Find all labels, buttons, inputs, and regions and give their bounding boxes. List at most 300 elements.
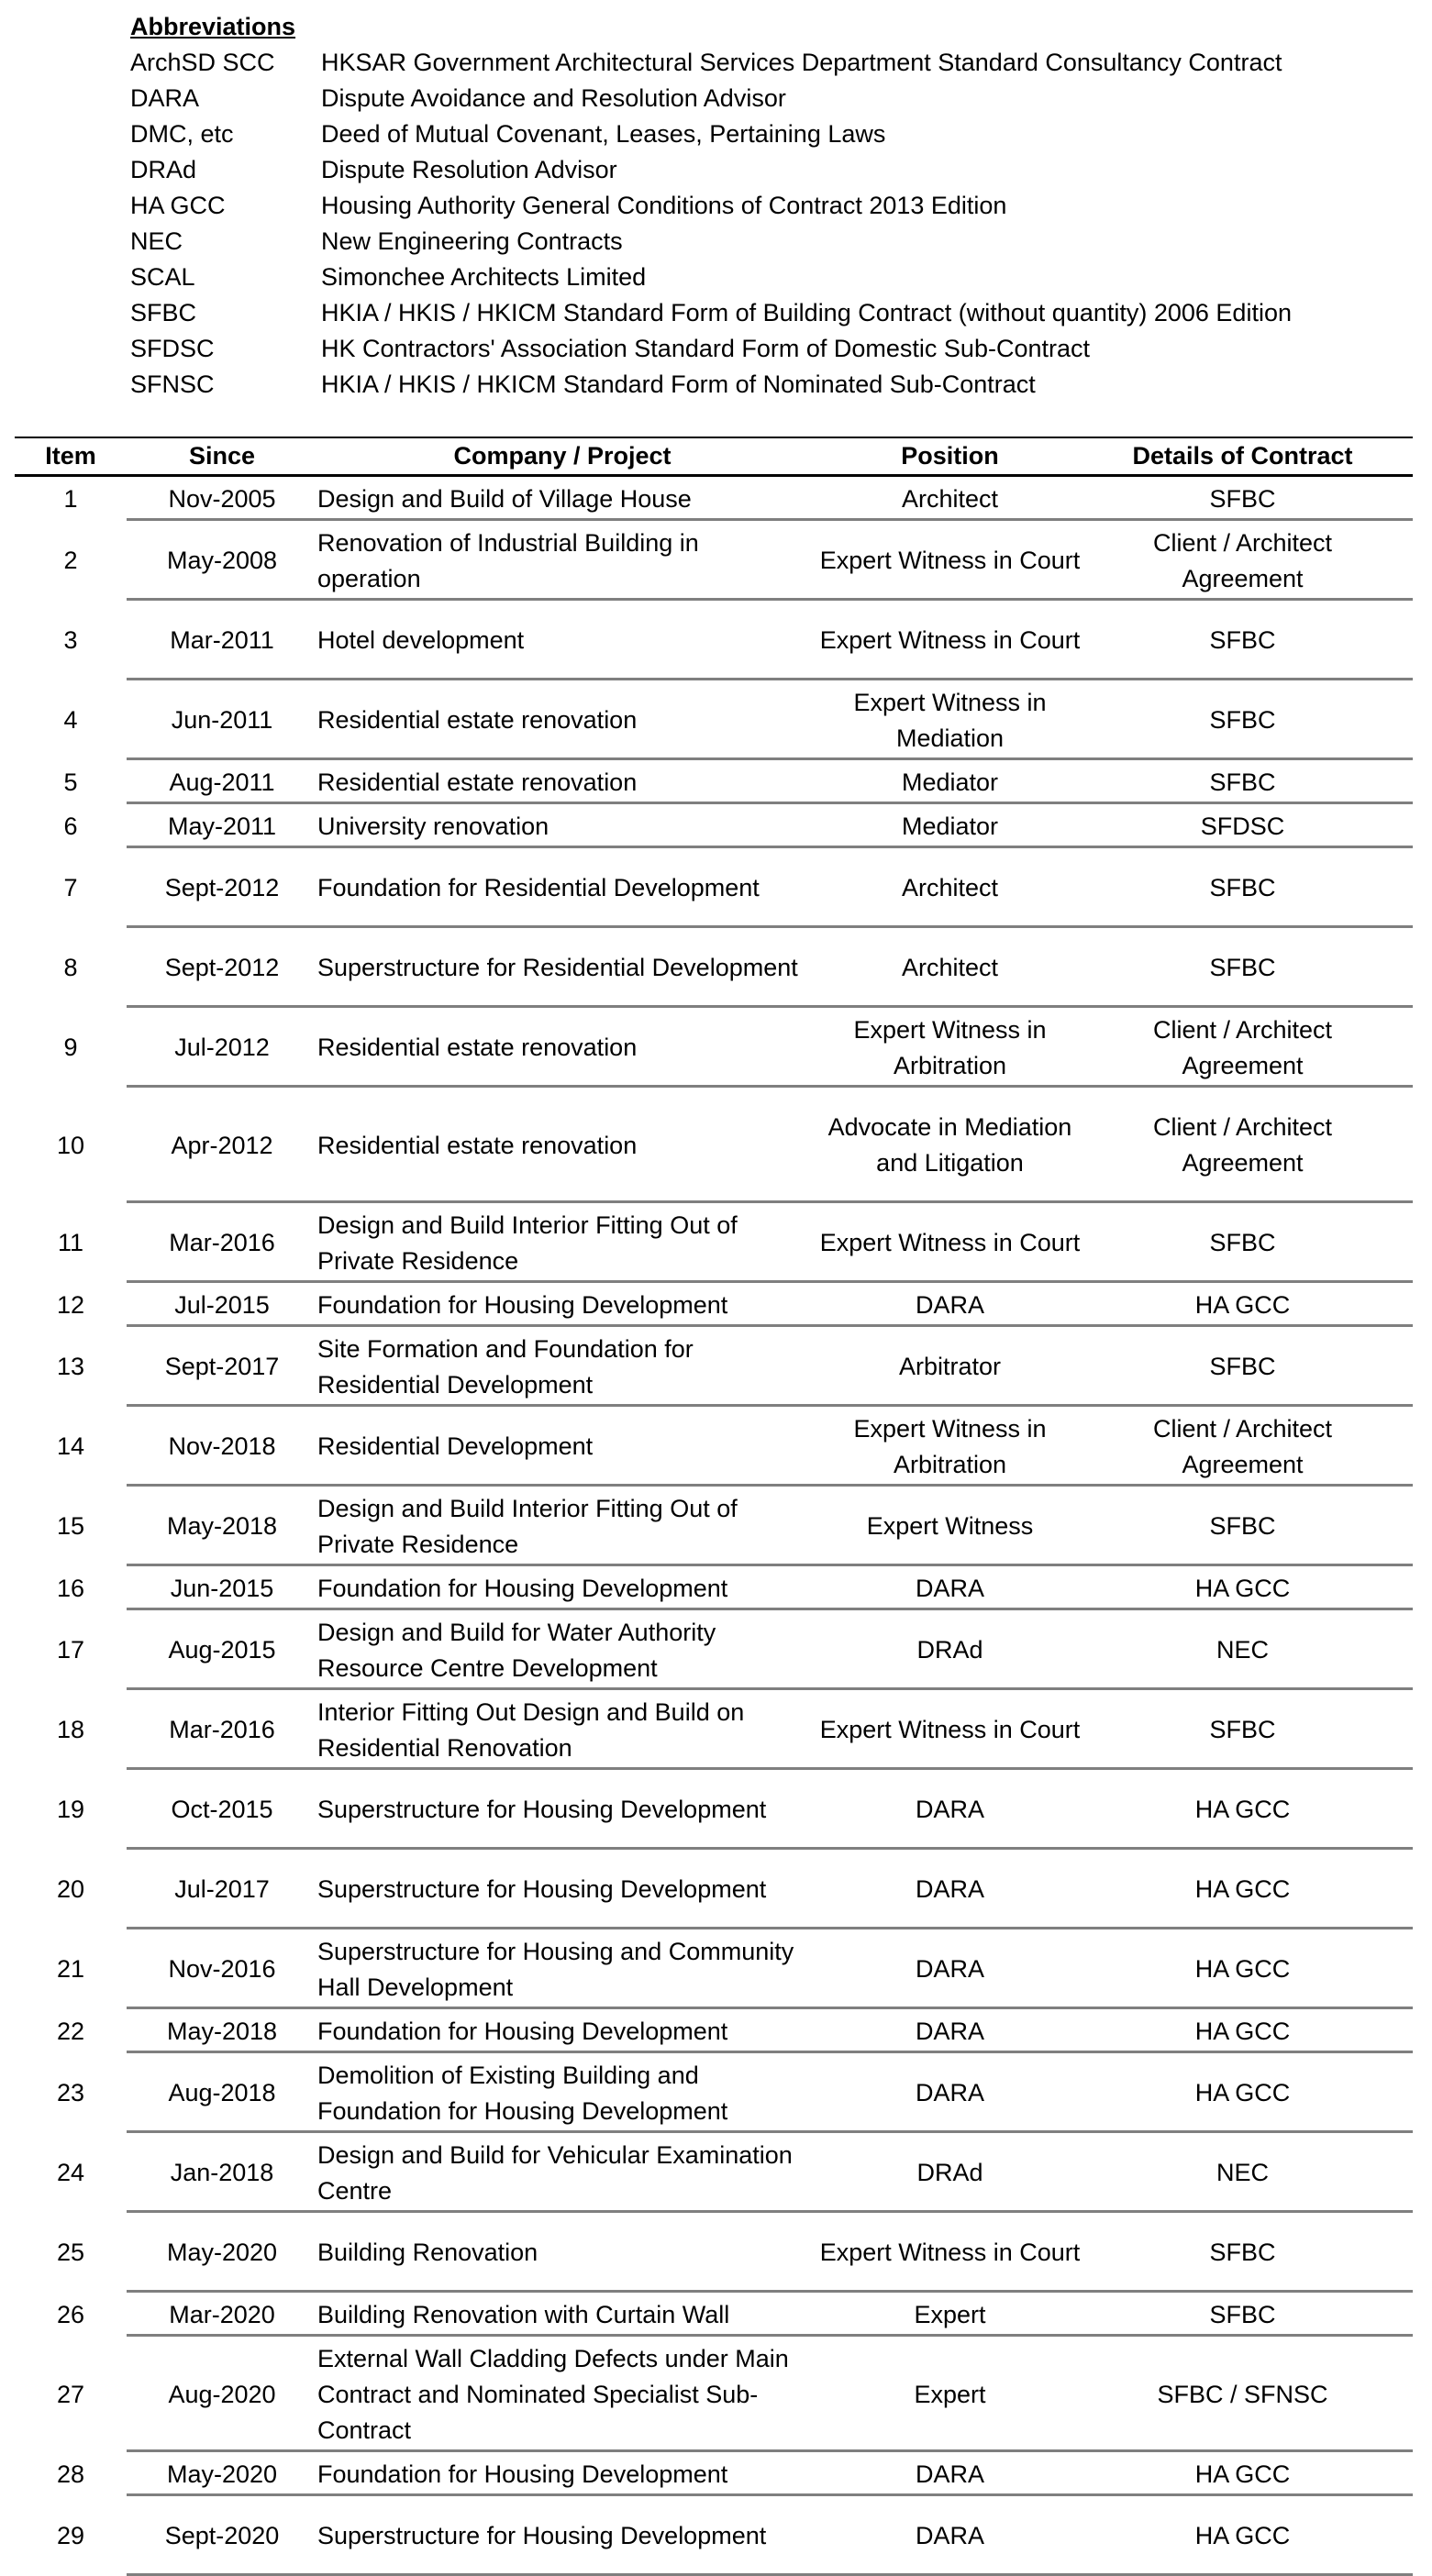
cell-item: 24 [56,2159,85,2186]
table-row [15,1327,1413,1407]
cell-position [807,1712,1093,1748]
cell-project [317,765,807,801]
cell-details [1093,1349,1393,1385]
cell-details-line: SFDSC [1200,812,1285,840]
cell-details-line: HA GCC [1194,2017,1291,2045]
cell-project [317,2297,807,2333]
cell-position-line: Arbitrator [898,1353,1002,1380]
cell-project [317,2138,807,2209]
cell-project-line: Site Formation and Foundation for [317,1334,694,1363]
abbreviation-meaning: HKSAR Government Architectural Services Department Standard Consultancy Contract [321,49,1282,76]
cell-since: Aug-2018 [168,2079,276,2106]
cell-since: Jul-2012 [174,1034,270,1061]
cell-since: May-2008 [166,547,278,574]
cell-project-line: Superstructure for Housing Development [317,2522,767,2549]
abbreviation-code: DRAd [130,156,197,183]
cell-position [807,2075,1093,2111]
cell-details-line: SFBC [1209,2300,1276,2328]
cell-project-line: Residential Development [317,1432,594,1460]
cell-position-line: Expert Witness in [853,688,1047,716]
cell-item: 19 [56,1796,85,1823]
table-body [15,477,1413,2576]
cell-item: 11 [57,1229,84,1256]
cell-item: 14 [56,1432,85,1460]
cell-since: Sept-2012 [164,954,280,981]
cell-project [317,1208,807,1279]
cell-project [317,2457,807,2493]
cell-since: Sept-2020 [164,2522,280,2549]
cell-position-line: and Litigation [876,1149,1024,1177]
cell-details [1093,765,1393,801]
cell-since: Sept-2012 [164,874,280,901]
cell-details [1093,1411,1393,1483]
cell-details [1093,1571,1393,1607]
cell-project-line: Design and Build for Vehicular Examination [317,2140,793,2169]
cell-project-line: Demolition of Existing Building and [317,2061,699,2089]
cell-project-line: Foundation for Housing Development [317,2017,728,2045]
cell-project-line: Residential Development [317,1370,594,1399]
cell-details-line: SFBC [1209,954,1276,981]
table-row [15,804,1413,848]
abbreviation-meaning: Deed of Mutual Covenant, Leases, Pertaining Laws [321,120,886,148]
cell-item: 10 [56,1131,85,1159]
cell-details [1093,2075,1393,2111]
cell-since: Mar-2020 [169,2300,275,2328]
cell-position [807,870,1093,906]
table-row [15,2496,1413,2576]
abbreviation-code: SCAL [130,263,195,291]
cell-position [807,2457,1093,2493]
cell-details-line: NEC [1216,1636,1269,1664]
cell-since: May-2011 [167,812,277,840]
cell-details-line: Client / Architect [1152,1414,1333,1443]
abbreviation-meaning: HK Contractors' Association Standard Form of Domestic Sub-Contract [321,335,1090,362]
cell-position [807,1509,1093,1544]
cell-position-line: Architect [901,874,999,901]
cell-details [1093,525,1393,597]
cell-item: 7 [63,874,78,901]
cell-details [1093,870,1393,906]
cell-project-line: Contract and Nominated Specialist Sub- [317,2380,759,2408]
cell-position [807,1792,1093,1828]
cell-since: Mar-2016 [169,1716,275,1743]
cell-details-line: SFBC [1209,2239,1276,2266]
abbreviation-row [130,260,1292,295]
cell-project [317,1288,807,1323]
table-row [15,2452,1413,2496]
abbreviation-row [130,188,1292,224]
cell-position-line: DARA [915,1955,984,1983]
cell-project-line: Hall Development [317,1973,514,2001]
cell-since: Nov-2018 [168,1432,276,1460]
cell-position-line: DARA [915,2460,984,2488]
cell-item: 26 [56,2300,85,2328]
cell-project-line: Foundation for Housing Development [317,1574,728,1602]
cell-details [1093,1225,1393,1261]
cell-project [317,1491,807,1563]
abbreviation-code: NEC [130,227,183,255]
abbreviation-meaning: New Engineering Contracts [321,227,623,255]
cell-position [807,1012,1093,1084]
cell-project-line: Residential estate renovation [317,706,638,734]
cell-details-line: Client / Architect [1152,1113,1333,1141]
table-row [15,1088,1413,1203]
cell-position [807,1872,1093,1907]
cell-position [807,1571,1093,1607]
table-row [15,1850,1413,1929]
cell-position [807,2235,1093,2271]
cell-project-line: Foundation for Housing Development [317,2460,728,2488]
cell-project [317,1571,807,1607]
cell-project-line: Hotel development [317,626,525,654]
cell-project-line: Superstructure for Residential Development [317,954,798,981]
abbreviation-code: HA GCC [130,192,226,219]
abbreviation-code: ArchSD SCC [130,49,275,76]
abbreviation-row [130,152,1292,188]
cell-details-line: SFBC [1209,1353,1276,1380]
cell-details-line: SFBC [1209,626,1276,654]
cell-project [317,2341,807,2449]
cell-position-line: DARA [915,2017,984,2045]
table-row [15,2053,1413,2133]
cell-since: May-2018 [166,2017,278,2045]
cell-project-line: Private Residence [317,1246,519,1275]
cell-since: Jun-2015 [170,1574,274,1602]
table-row [15,2337,1413,2452]
cell-project-line: Superstructure for Housing Development [317,1796,767,1823]
cell-since: Nov-2016 [168,1955,276,1983]
cell-position [807,765,1093,801]
cell-position-line: Mediator [901,812,999,840]
cell-item: 12 [56,1290,85,1319]
cell-item: 3 [63,626,78,654]
table-row [15,2293,1413,2337]
cell-details [1093,2235,1393,2271]
cell-project [317,1792,807,1828]
cell-project [317,950,807,986]
cell-item: 15 [56,1512,85,1540]
table-row [15,1008,1413,1088]
cell-position-line: DARA [915,1875,984,1903]
cell-project-line: Residential Renovation [317,1733,572,1762]
cell-details-line: SFBC [1209,706,1276,734]
cell-since: May-2020 [166,2460,278,2488]
cell-position [807,2297,1093,2333]
cell-position-line: Expert Witness in [853,1015,1047,1044]
cell-details-line: HA GCC [1194,2460,1291,2488]
cell-position [807,1110,1093,1181]
cell-since: Jun-2011 [171,706,273,734]
abbreviation-code: SFDSC [130,335,215,362]
cell-project-line: Building Renovation with Curtain Wall [317,2300,730,2328]
cell-details-line: SFBC [1209,874,1276,901]
cell-details [1093,1509,1393,1544]
cell-details-line: HA GCC [1194,1290,1291,1319]
cell-project-line: Interior Fitting Out Design and Build on [317,1697,745,1726]
cell-details [1093,2377,1393,2413]
cell-position-line: DRAd [916,2159,983,2186]
cell-project [317,1030,807,1066]
cell-project-line: Superstructure for Housing Development [317,1875,767,1903]
cell-since: May-2018 [166,1512,278,1540]
cell-project-line: Design and Build Interior Fitting Out of [317,1494,738,1522]
cell-position-line: Expert Witness in Court [819,2239,1081,2266]
cell-project-line: Foundation for Housing Development [317,1290,728,1319]
cell-position-line: Mediation [895,724,1005,752]
cell-details-line: HA GCC [1194,1875,1291,1903]
cell-details [1093,481,1393,517]
cell-position-line: Expert Witness in Court [819,1716,1081,1743]
cell-project-line: Building Renovation [317,2239,538,2266]
cell-since: Mar-2016 [169,1229,275,1256]
cell-details [1093,950,1393,986]
table-row [15,1487,1413,1566]
cell-position-line: Expert Witness [866,1512,1034,1540]
cell-details [1093,1872,1393,1907]
table-row [15,1566,1413,1610]
cell-details-line: HA GCC [1194,1955,1291,1983]
cell-position-line: Architect [901,484,999,513]
cell-item: 2 [63,547,78,574]
cell-details [1093,623,1393,658]
cell-project-line: Contract [317,2416,412,2444]
cell-details [1093,1712,1393,1748]
cell-position [807,2518,1093,2554]
cell-details-line: HA GCC [1194,2079,1291,2106]
cell-project-line: Centre [317,2176,393,2205]
table-row [15,477,1413,521]
cell-details-line: Agreement [1182,1450,1304,1478]
abbreviation-meaning: HKIA / HKIS / HKICM Standard Form of Nominated Sub-Contract [321,370,1036,398]
cell-project-line: Foundation for Housing Development [317,2096,728,2125]
header-details-of-contract: Details of Contract [1132,442,1353,470]
header-item: Item [45,442,96,470]
cell-position-line: DRAd [916,1636,983,1664]
cell-project [317,702,807,738]
cell-position [807,1225,1093,1261]
cell-position [807,809,1093,845]
cell-details [1093,2518,1393,2554]
cell-details-line: SFBC [1209,1512,1276,1540]
cell-project [317,2235,807,2271]
cell-item: 27 [56,2380,85,2408]
cell-project [317,1615,807,1686]
table-row [15,760,1413,804]
abbreviations-heading: Abbreviations [130,13,296,40]
table-header-row [15,437,1413,477]
table-row [15,1203,1413,1283]
cell-since: Jul-2017 [174,1875,270,1903]
cell-details-line: Agreement [1182,564,1304,592]
cell-item: 16 [56,1574,85,1602]
cell-project-line: Superstructure for Housing and Community [317,1937,794,1965]
cell-details-line: SFBC / SFNSC [1157,2380,1328,2408]
abbreviation-row [130,367,1292,403]
cell-since: Jul-2015 [174,1290,270,1319]
header-company-project: Company / Project [453,442,672,470]
cell-project-line: Design and Build Interior Fitting Out of [317,1211,738,1239]
cell-position [807,2155,1093,2191]
cell-position-line: DARA [915,1796,984,1823]
table-row [15,1770,1413,1850]
header-since: Since [188,442,256,470]
cell-details [1093,2457,1393,2493]
cell-since: Aug-2020 [168,2380,276,2408]
table-row [15,1283,1413,1327]
cell-since: Aug-2011 [169,768,275,796]
cell-project-line: Design and Build of Village House [317,484,692,513]
cell-position [807,1632,1093,1668]
cell-project-line: University renovation [317,812,549,840]
cell-project [317,1695,807,1766]
cell-since: Apr-2012 [171,1131,273,1159]
cell-item: 13 [56,1353,85,1380]
abbreviation-row [130,116,1292,152]
cell-project [317,2014,807,2050]
cell-since: Nov-2005 [168,484,276,513]
cell-item: 25 [56,2239,85,2266]
cell-item: 28 [56,2460,85,2488]
abbreviation-row [130,331,1292,367]
projects-table [15,437,1413,2576]
cell-details [1093,1632,1393,1668]
cell-position [807,1411,1093,1483]
cell-position-line: Expert Witness in Court [819,626,1081,654]
cell-position-line: Arbitration [893,1051,1007,1079]
cell-project-line: Resource Centre Development [317,1653,658,1682]
cell-position-line: Arbitration [893,1450,1007,1478]
cell-project [317,2058,807,2129]
cell-position [807,950,1093,986]
cell-item: 23 [56,2079,85,2106]
cell-position-line: Expert [914,2380,986,2408]
cell-project-line: Foundation for Residential Development [317,874,760,901]
table-row [15,848,1413,928]
cell-project-line: Residential estate renovation [317,768,638,796]
cell-since: Oct-2015 [171,1796,273,1823]
cell-item: 4 [63,706,78,734]
cell-details-line: SFBC [1209,1229,1276,1256]
cell-project [317,870,807,906]
cell-item: 17 [56,1636,85,1664]
cell-item: 22 [56,2017,85,2045]
cell-project [317,1332,807,1403]
abbreviation-meaning: Housing Authority General Conditions of Contract 2013 Edition [321,192,1007,219]
cell-item: 1 [63,484,78,513]
cell-position-line: Mediator [901,768,999,796]
cell-details-line: SFBC [1209,484,1276,513]
cell-item: 20 [56,1875,85,1903]
cell-details [1093,2297,1393,2333]
table-row [15,1690,1413,1770]
cell-details-line: NEC [1216,2159,1269,2186]
cell-position [807,1349,1093,1385]
cell-details [1093,1792,1393,1828]
abbreviations-list [130,45,1292,403]
cell-project-line: Renovation of Industrial Building in [317,528,699,557]
table-row [15,601,1413,680]
cell-project-line: External Wall Cladding Defects under Main [317,2344,789,2372]
cell-details-line: HA GCC [1194,2522,1291,2549]
cell-project [317,1872,807,1907]
abbreviation-meaning: Dispute Resolution Advisor [321,156,617,183]
abbreviation-row [130,81,1292,116]
cell-project [317,481,807,517]
cell-item: 29 [56,2522,85,2549]
cell-details-line: Agreement [1182,1149,1304,1177]
cell-position [807,2377,1093,2413]
cell-details-line: Client / Architect [1152,528,1333,557]
cell-project-line: operation [317,564,421,592]
cell-item: 5 [63,768,78,796]
cell-item: 21 [56,1955,85,1983]
table-row [15,521,1413,601]
abbreviation-row [130,45,1292,81]
cell-details [1093,809,1393,845]
cell-position-line: DARA [915,1574,984,1602]
cell-item: 8 [63,954,78,981]
cell-project-line: Design and Build for Water Authority [317,1618,716,1646]
cell-project [317,623,807,658]
abbreviation-meaning: Simonchee Architects Limited [321,263,647,291]
table-row [15,1407,1413,1487]
cell-project [317,525,807,597]
abbreviation-code: SFNSC [130,370,215,398]
table-row [15,1610,1413,1690]
cell-position-line: Advocate in Mediation [827,1113,1072,1141]
cell-position-line: DARA [915,2522,984,2549]
cell-position-line: Expert Witness in Court [819,547,1081,574]
cell-details [1093,702,1393,738]
cell-project [317,1429,807,1465]
cell-position [807,481,1093,517]
cell-position-line: Expert Witness in Court [819,1229,1081,1256]
cell-position [807,623,1093,658]
abbreviation-code: DARA [130,84,200,112]
cell-details-line: SFBC [1209,1716,1276,1743]
cell-position [807,685,1093,757]
cell-position-line: Expert [914,2300,986,2328]
cell-project [317,1934,807,2006]
cell-details-line: HA GCC [1194,1574,1291,1602]
cell-position [807,1288,1093,1323]
cell-details-line: SFBC [1209,768,1276,796]
cell-position-line: DARA [915,2079,984,2106]
abbreviation-row [130,295,1292,331]
header-position: Position [901,442,999,470]
cell-details [1093,2014,1393,2050]
abbreviation-code: SFBC [130,299,197,326]
cell-details [1093,1951,1393,1987]
cell-project-line: Residential estate renovation [317,1034,638,1061]
cell-since: Mar-2011 [170,626,274,654]
abbreviations-section [130,9,1292,403]
cell-project [317,1128,807,1164]
cell-position-line: Architect [901,954,999,981]
table-row [15,2009,1413,2053]
cell-since: Jan-2018 [170,2159,274,2186]
cell-project-line: Private Residence [317,1530,519,1558]
cell-details-line: Agreement [1182,1051,1304,1079]
cell-project [317,2518,807,2554]
abbreviation-row [130,224,1292,260]
cell-details [1093,1110,1393,1181]
abbreviation-meaning: Dispute Avoidance and Resolution Advisor [321,84,786,112]
table-row [15,2133,1413,2213]
cell-details [1093,1288,1393,1323]
abbreviation-meaning: HKIA / HKIS / HKICM Standard Form of Building Contract (without quantity) 2006 Edition [321,299,1292,326]
cell-project [317,809,807,845]
